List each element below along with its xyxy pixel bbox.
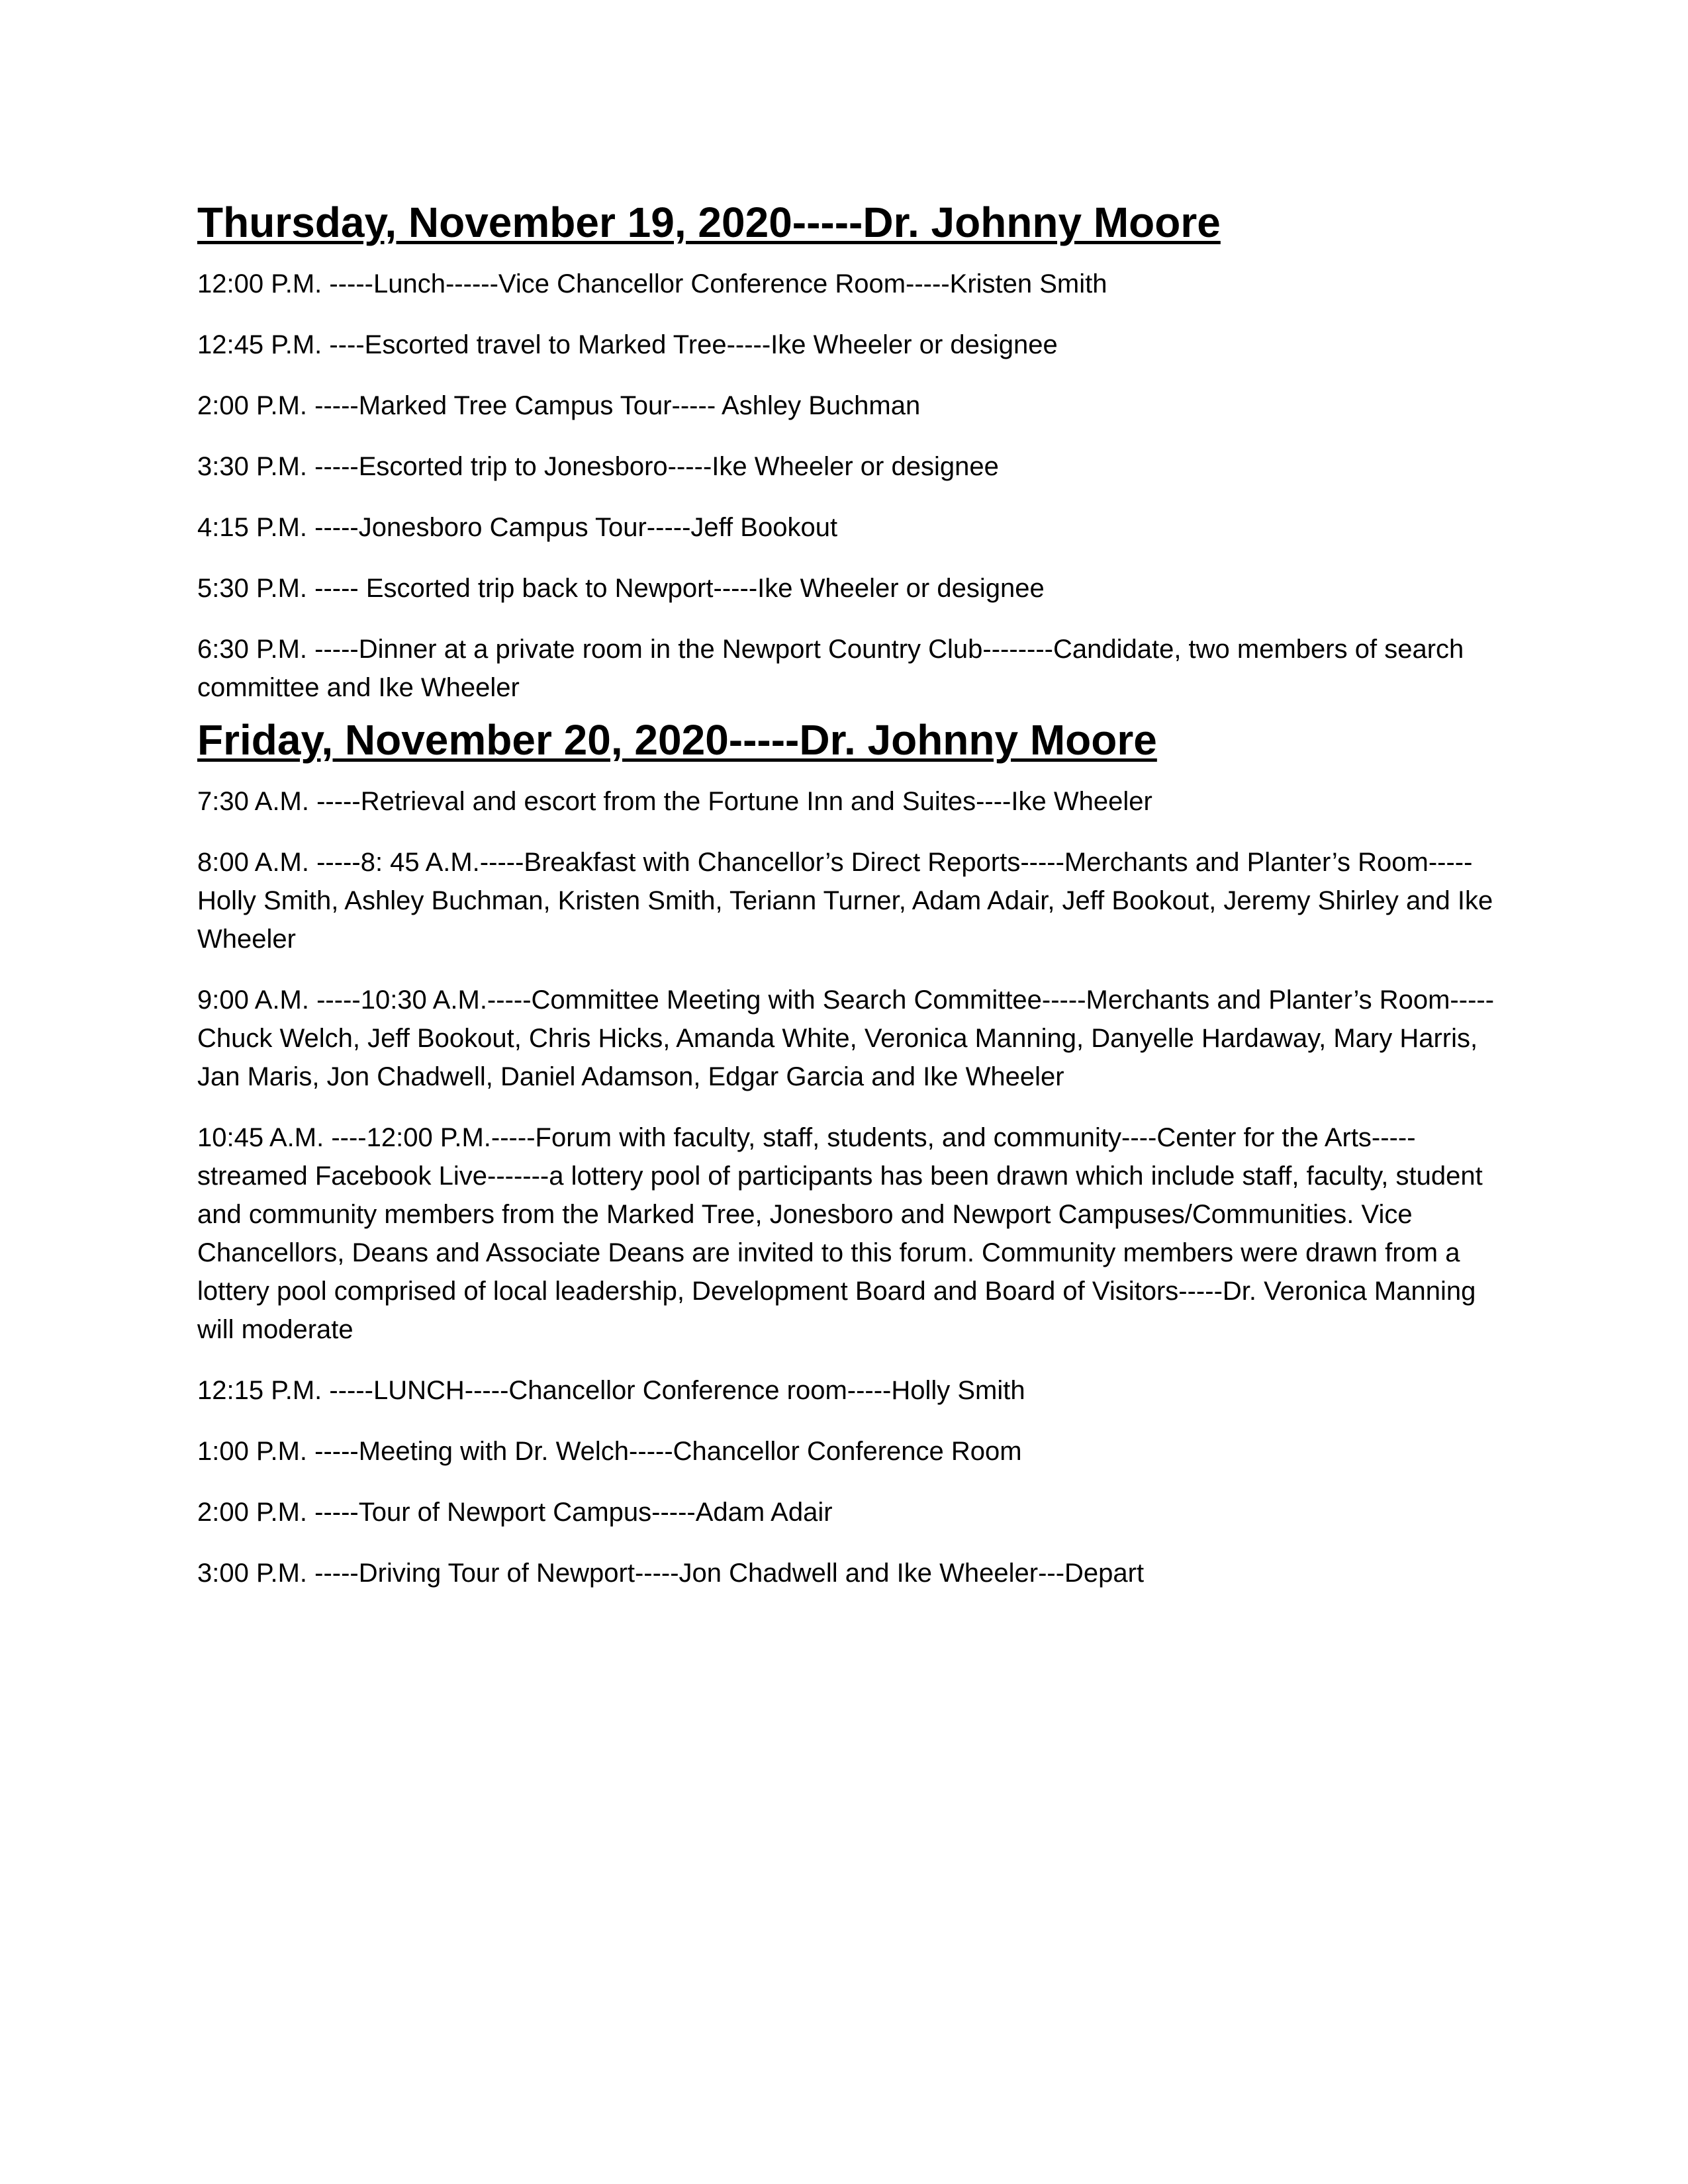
schedule-item: 9:00 A.M. -----10:30 A.M.-----Committee Meeting with Search Committee-----Merchants and Planter’s Room-----Chuck Welch, Jeff Bookout, Chris Hicks, Amanda White, Veronica Manning, Danyelle Hardaway, Mary Harris, Jan Maris, Jon Chadwell, Daniel Adamson, Edgar Garcia and Ike Wheeler bbox=[197, 985, 1495, 1091]
schedule-item: 4:15 P.M. -----Jonesboro Campus Tour-----Jeff Bookout bbox=[197, 513, 838, 542]
schedule-item: 3:30 P.M. -----Escorted trip to Jonesboro-----Ike Wheeler or designee bbox=[197, 452, 999, 481]
schedule-list-thursday bbox=[197, 265, 1495, 707]
schedule-item: 12:00 P.M. -----Lunch------Vice Chancellor Conference Room-----Kristen Smith bbox=[197, 269, 1107, 298]
schedule-item: 2:00 P.M. -----Tour of Newport Campus-----Adam Adair bbox=[197, 1498, 833, 1527]
schedule-item: 5:30 P.M. ----- Escorted trip back to Newport-----Ike Wheeler or designee bbox=[197, 574, 1045, 603]
schedule-item: 12:45 P.M. ----Escorted travel to Marked Tree-----Ike Wheeler or designee bbox=[197, 330, 1058, 359]
schedule-item: 1:00 P.M. -----Meeting with Dr. Welch-----Chancellor Conference Room bbox=[197, 1437, 1022, 1466]
schedule-document bbox=[197, 196, 1495, 1615]
schedule-item: 12:15 P.M. -----LUNCH-----Chancellor Conference room-----Holly Smith bbox=[197, 1376, 1025, 1405]
schedule-item: 7:30 A.M. -----Retrieval and escort from the Fortune Inn and Suites----Ike Wheeler bbox=[197, 787, 1152, 816]
schedule-item: 3:00 P.M. -----Driving Tour of Newport-----Jon Chadwell and Ike Wheeler---Depart bbox=[197, 1559, 1145, 1588]
schedule-item: 2:00 P.M. -----Marked Tree Campus Tour----- Ashley Buchman bbox=[197, 391, 921, 420]
day-heading-thursday: Thursday, November 19, 2020-----Dr. Johnny Moore bbox=[197, 199, 1221, 246]
schedule-item: 6:30 P.M. -----Dinner at a private room in the Newport Country Club--------Candidate, two members of search committee and Ike Wheeler bbox=[197, 635, 1464, 702]
schedule-item: 10:45 A.M. ----12:00 P.M.-----Forum with faculty, staff, students, and community----Center for the Arts----- streamed Facebook Live-------a lottery pool of participants has been drawn which include staff, faculty, student and community members from the Marked Tree, Jonesboro and Newport Campuses/Communities. Vice Chancellors, Deans and Associate Deans are invited to this forum. Community members were drawn from a lottery pool comprised of local leadership, Development Board and Board of Visitors-----Dr. Veronica Manning will moderate bbox=[197, 1123, 1483, 1344]
schedule-item: 8:00 A.M. -----8: 45 A.M.-----Breakfast with Chancellor’s Direct Reports-----Merchants and Planter’s Room-----Holly Smith, Ashley Buchman, Kristen Smith, Teriann Turner, Adam Adair, Jeff Bookout, Jeremy Shirley and Ike Wheeler bbox=[197, 848, 1493, 954]
day-section-thursday bbox=[197, 196, 1495, 707]
day-heading-friday: Friday, November 20, 2020-----Dr. Johnny Moore bbox=[197, 716, 1157, 764]
day-section-friday bbox=[197, 713, 1495, 1592]
schedule-list-friday bbox=[197, 782, 1495, 1592]
